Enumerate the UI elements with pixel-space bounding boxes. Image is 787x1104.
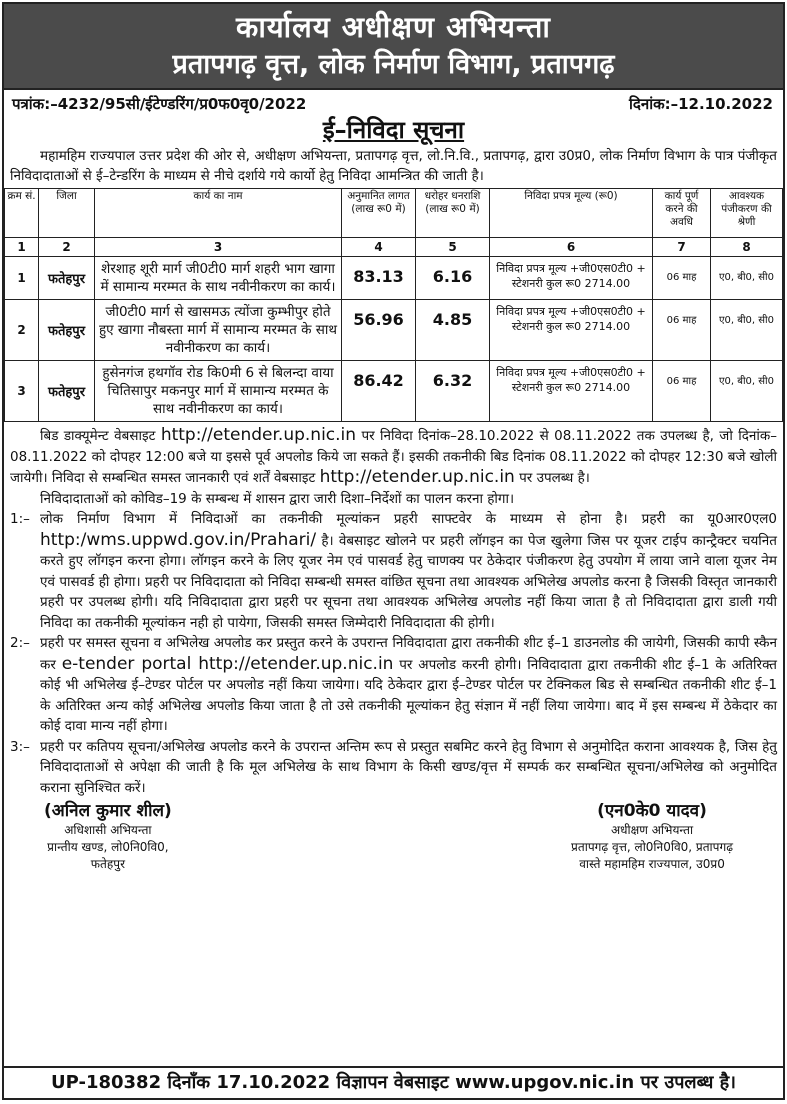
header-work-name: कार्य का नाम — [95, 189, 342, 238]
column-number: 7 — [653, 238, 711, 257]
column-number: 1 — [5, 238, 39, 257]
column-number: 4 — [342, 238, 416, 257]
tender-notice-page — [2, 2, 785, 1100]
cell-earnest-money: 6.16 — [416, 257, 490, 300]
bid-info-paragraph — [4, 425, 783, 489]
cell-earnest-money: 4.85 — [416, 300, 490, 361]
table-row — [5, 361, 783, 422]
etender-link[interactable]: http://etender.up.nic.in — [160, 425, 357, 445]
clause-2 — [4, 633, 783, 737]
cell-duration: 06 माह — [653, 361, 711, 422]
cell-sno: 2 — [5, 300, 39, 361]
header-district: जिला — [39, 189, 95, 238]
masthead — [4, 4, 783, 90]
clause-text-part: प्रहरी पर समस्त सूचना व अभिलेख अपलोड कर प्रस्तुत करने के उपरान्त निविदादाता द्वारा तकनीकी शीट ई–1 डाउनलोड की जायेगी, जिसकी कापी स्कैन कर — [40, 635, 777, 673]
notice-title: ई–निविदा सूचना — [322, 116, 465, 144]
office-subtitle: प्रतापगढ़ वृत्त, लोक निर्माण विभाग, प्रतापगढ़ — [172, 49, 615, 80]
column-number: 8 — [711, 238, 783, 257]
clause-number: 2:– — [10, 635, 30, 651]
clause-text — [40, 509, 777, 633]
bid-info-text: बिड डाक्यूमेन्ट वेबसाइट — [40, 428, 161, 444]
signatory-name: (एन0के0 यादव) — [597, 801, 707, 821]
column-number: 2 — [39, 238, 95, 257]
table-row — [5, 257, 783, 300]
cell-work-name: शेरशाह शूरी मार्ग जी0टी0 मार्ग शहरी भाग खागा में सामान्य मरम्मत के साथ नवीनीकरण का कार्य। — [95, 257, 342, 300]
signatory-name: (अनिल कुमार शील) — [44, 801, 172, 821]
header-registration-class: आवश्यक पंजीकरण की श्रेणी — [711, 189, 783, 238]
clause-text: प्रहरी पर कतिपय सूचना/अभिलेख अपलोड करने के उपरान्त अन्तिम रूप से प्रस्तुत सबमिट करने हेतु विभाग से अनुमोदित कराना आवश्यक है, जिस हेतु निविदादाताओं से अपेक्षा की जाती है कि मूल अभिलेख के साथ विभाग के किसी खण्ड/वृत्त में सम्पर्क कर सम्बन्धित सूचना/अभिलेख को अनुमोदित कराना सुनिश्चित करें। — [40, 738, 777, 796]
cell-form-fee: निविदा प्रपत्र मूल्य +जी0एस0टी0 + स्टेशनरी कुल रू0 2714.00 — [490, 257, 653, 300]
clause-3 — [4, 737, 783, 799]
cell-estimated-cost: 86.42 — [342, 361, 416, 422]
cell-district: फतेहपुर — [39, 257, 95, 300]
cell-district: फतेहपुर — [39, 361, 95, 422]
signatory-place: वास्ते महामहिम राज्यपाल, उ0प्र0 — [579, 857, 725, 871]
cell-registration-class: ए0, बी0, सी0 — [711, 257, 783, 300]
table-header-row — [5, 189, 783, 238]
cell-registration-class: ए0, बी0, सी0 — [711, 300, 783, 361]
clause-text-part: है। वेबसाइट खोलने पर प्रहरी लॉगइन का पेज खुलेगा जिस पर यूजर टाईप कान्ट्रैक्टर चयनित करते हुए लॉगइन करना होगा। लॉगइन करने के लिए यूजर नेम एवं पासवर्ड हेतु चाणक्य पर ठेकेदार पंजीकरण हेतु उपयोग में लाया जाने वाला यूजर नेम एवं पासवर्ड ही होगा। प्रहरी पर निविदादाता को निविदा सम्बन्धी समस्त वांछित सूचना तथा आवश्यक अभिलेख अपलोड करना है जिसकी विस्तृत जानकारी प्रहरी पर उपलब्ध होगी। यदि निविदादाता द्वारा प्रहरी पर सूचना तथा आवश्यक अभिलेख अपलोड नहीं किया जाता है तो निविदादाता द्वारा डाली गयी निविदा का तकनीकी मूल्यांकन नही हो पायेगा, जिसकी समस्त जिम्मेदारी निविदादाता की होगी। — [40, 532, 777, 631]
bid-info-text: पर उपलब्ध है। — [514, 470, 590, 486]
cell-work-name: हुसेनगंज हथगॉव रोड कि0मी 6 से बिलन्दा वाया चितिसापुर मकनपुर मार्ग में सामान्य मरम्मत के साथ नवीनीकरण का कार्य। — [95, 361, 342, 422]
signatory-right — [571, 800, 733, 873]
works-table — [4, 188, 783, 422]
signatory-designation: अधिशासी अभियन्ता — [64, 823, 152, 837]
clause-text-part: लोक निर्माण विभाग में निविदाओं का तकनीकी मूल्यांकन प्रहरी साफ्टवेर के माध्यम से होना है। प्रहरी का यू0आर0एल0 — [40, 511, 777, 527]
cell-estimated-cost: 56.96 — [342, 300, 416, 361]
prahari-link[interactable]: http:/wms.uppwd.gov.in/Prahari/ — [40, 529, 317, 550]
cell-registration-class: ए0, बी0, सी0 — [711, 361, 783, 422]
covid-note: निविदादाताओं को कोविड–19 के सम्बन्ध में शासन द्वारा जारी दिशा–निर्देशों का पालन करना होगा। — [40, 490, 515, 507]
signatory-place: फतेहपुर — [90, 857, 125, 871]
etender-portal-link[interactable]: e-tender portal http://etender.up.nic.in — [61, 653, 394, 674]
cell-duration: 06 माह — [653, 257, 711, 300]
reference-row — [4, 90, 783, 116]
table-row — [5, 300, 783, 361]
column-number-row — [5, 238, 783, 257]
letter-number: पत्रांक:–4232/95सी/ईटेण्डरिंग/प्र0फ0वृ0/2022 — [12, 95, 307, 113]
cell-work-name: जी0टी0 मार्ग से खासमऊ त्योंजा कुम्भीपुर होते हुए खागा नौबस्ता मार्ग में सामान्य मरम्मत के साथ नवीनीकरण का कार्य। — [95, 300, 342, 361]
column-number: 3 — [95, 238, 342, 257]
cell-district: फतेहपुर — [39, 300, 95, 361]
cell-form-fee: निविदा प्रपत्र मूल्य +जी0एस0टी0 + स्टेशनरी कुल रू0 2714.00 — [490, 361, 653, 422]
clause-number: 1:– — [10, 511, 30, 527]
header-form-fee: निविदा प्रपत्र मूल्य (रू0) — [490, 189, 653, 238]
clause-number: 3:– — [10, 738, 30, 755]
signatory-left — [44, 800, 172, 873]
cell-duration: 06 माह — [653, 300, 711, 361]
clause-text — [40, 633, 777, 737]
letter-date: दिनांक:–12.10.2022 — [629, 95, 773, 113]
signatory-designation: अधीक्षण अभियन्ता — [610, 823, 694, 837]
clause-text-part: पर अपलोड करनी होगी। निविदादाता द्वारा तकनीकी शीट ई–1 के अतिरिक्त कोई भी अभिलेख ई–टेण्डर पोर्टल पर अपलोड नहीं किया जायेगा। यदि ठेकेदार द्वारा ई–टेण्डर पोर्टल पर टेक्निकल बिड से सम्बन्धित तकनीकी शीट ई–1 के अतिरिक्त अन्य कोई अभिलेख अपलोड किया जाता है तो उसे तकनीकी मूल्यांकन हेतु संज्ञान में नहीं लिया जायेगा। बाद में इस सम्बन्ध में ठेकेदार का कोई दावा मान्य नहीं होगा। — [40, 656, 777, 734]
intro-paragraph: महामहिम राज्यपाल उत्तर प्रदेश की ओर से, अधीक्षण अभियन्ता, प्रतापगढ़ वृत्त, लो.नि.वि., प्रतापगढ़, द्वारा उ0प्र0, लोक निर्माण विभाग के पात्र पंजीकृत निविदादाताओं से ई–टेन्डरिंग के माध्यम से नीचे दर्शाये गये कार्यो हेतु निविदा आमन्त्रित की जाती है। — [10, 148, 777, 184]
office-title: कार्यालय अधीक्षण अभियन्ता — [236, 10, 551, 44]
column-number: 6 — [490, 238, 653, 257]
signatory-office: प्रतापगढ़ वृत्त, लो0नि0वि0, प्रतापगढ़ — [571, 840, 733, 854]
cell-earnest-money: 6.32 — [416, 361, 490, 422]
etender-link[interactable]: http://etender.up.nic.in — [319, 467, 515, 487]
advertisement-footer: UP-180382 दिनाँक 17.10.2022 विज्ञापन वेबसाइट www.upgov.nic.in पर उपलब्ध है। — [4, 1066, 783, 1098]
cell-form-fee: निविदा प्रपत्र मूल्य +जी0एस0टी0 + स्टेशनरी कुल रू0 2714.00 — [490, 300, 653, 361]
cell-estimated-cost: 83.13 — [342, 257, 416, 300]
cell-sno: 3 — [5, 361, 39, 422]
header-sno: क्रम सं. — [5, 189, 39, 238]
signatory-office: प्रान्तीय खण्ड, लो0नि0वि0, — [47, 840, 169, 854]
bid-info-text: पर निविदा दिनांक–28.10.2022 से 08.11.2022 तक उपलब्ध है, जो दिनांक–08.11.2022 को दोपहर 12:00 बजे या इससे पूर्व अपलोड किये जा सकते हैं। इसकी तकनीकी बिड दिनांक 08.11.2022 को दोपहर 12:30 बजे खोली जायेगी। निविदा से सम्बन्धित समस्त जानकारी एवं शर्तें वेबसाइट — [10, 428, 777, 486]
cell-sno: 1 — [5, 257, 39, 300]
header-estimated-cost: अनुमानित लागत (लाख रू0 में) — [342, 189, 416, 238]
header-duration: कार्य पूर्ण करने की अवधि — [653, 189, 711, 238]
column-number: 5 — [416, 238, 490, 257]
header-earnest-money: धरोहर धनराशि (लाख रू0 में) — [416, 189, 490, 238]
clause-1 — [4, 509, 783, 633]
signatures — [4, 800, 783, 873]
